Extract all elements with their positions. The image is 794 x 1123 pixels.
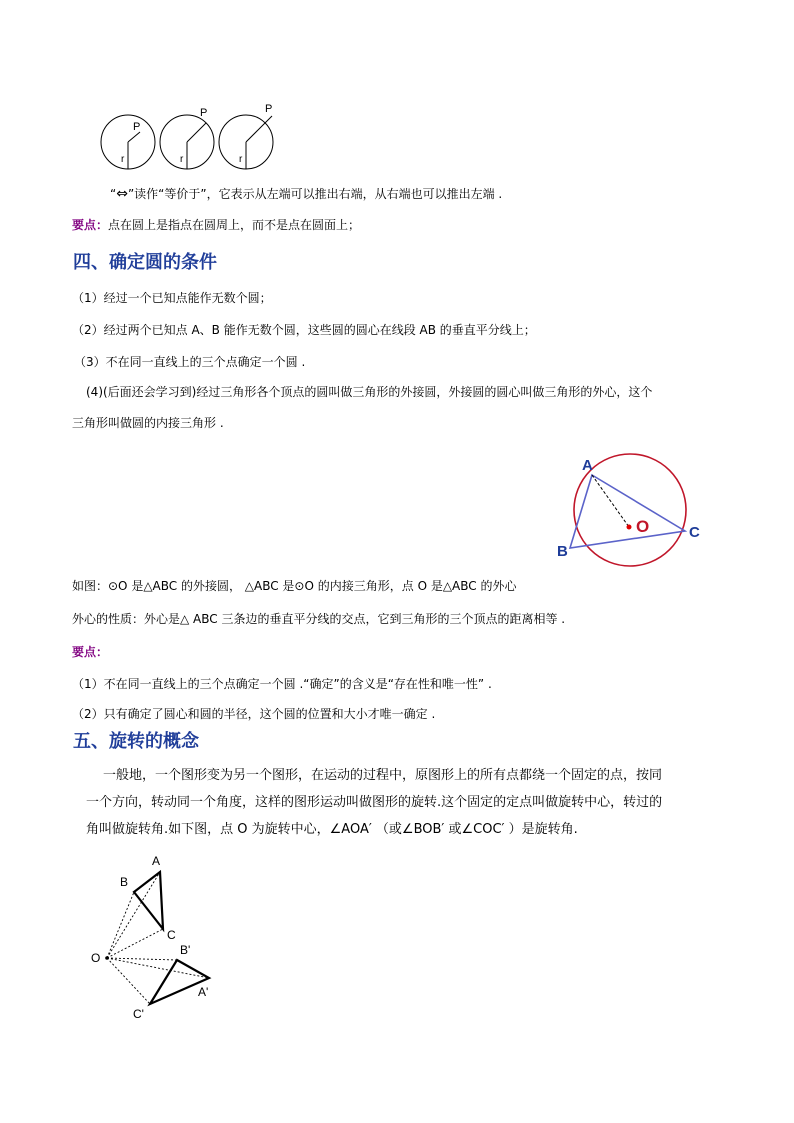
triangle-abc	[570, 475, 685, 548]
rot-label-b: B	[120, 875, 129, 889]
circle3-label-r: r	[239, 154, 243, 165]
section-5-line-3: 角叫做旋转角.如下图，点 O 为旋转中心，∠AOA′ （或∠BOB′ 或∠COC′ ）是旋转角.	[86, 822, 578, 837]
equiv-quote-open: “	[110, 187, 117, 201]
circle-inside	[101, 115, 155, 169]
keypoint-2-item-2: （2）只有确定了圆心和圆的半径，这个圆的位置和大小才唯一确定 .	[72, 707, 436, 721]
rot-label-c-prime: C'	[133, 1007, 144, 1021]
keypoint-1	[72, 217, 360, 233]
equiv-symbol: ⇔	[116, 186, 128, 202]
rot-label-a: A	[152, 854, 161, 868]
keypoint-2-label: 要点：	[72, 645, 109, 659]
section-4-item-5: 三角形叫做圆的内接三角形 .	[72, 416, 224, 430]
rotation-figure	[85, 850, 225, 1025]
section-4-item-3: （3）不在同一直线上的三个点确定一个圆 .	[74, 355, 306, 369]
three-circles-figure	[95, 100, 285, 172]
section-5-line-2: 一个方向，转动同一个角度，这样的图形运动叫做图形的旋转.这个固定的定点叫做旋转中心，转过的	[86, 795, 663, 810]
circle1-label-r: r	[121, 154, 125, 165]
figure-caption: 如图：⊙O 是△ABC 的外接圆， △ABC 是⊙O 的内接三角形，点 O 是△ABC 的外心	[72, 579, 517, 593]
label-a: A	[582, 457, 593, 474]
section-5-title: 五、旋转的概念	[73, 731, 199, 752]
radius-oa	[592, 475, 629, 527]
circumcenter-property: 外心的性质：外心是△ ABC 三条边的垂直平分线的交点，它到三角形的三个顶点的距离相等 .	[72, 612, 566, 626]
equiv-text: ”读作“等价于”，它表示从左端可以推出右端，从右端也可以推出左端 .	[127, 187, 503, 201]
circle2-label-r: r	[180, 154, 184, 165]
rot-label-c: C	[167, 928, 176, 942]
label-c: C	[689, 524, 700, 541]
equiv-note	[110, 186, 502, 202]
rotation-center-o	[105, 956, 109, 960]
rot-label-o: O	[91, 951, 101, 965]
circle3-label-p: P	[265, 103, 273, 115]
circle2-label-p: P	[200, 107, 208, 119]
rot-label-b-prime: B'	[180, 943, 191, 957]
section-5-line-1: 一般地，一个图形变为另一个图形，在运动的过程中，原图形上的所有点都绕一个固定的点，按同	[103, 768, 663, 783]
section-4-item-1: （1）经过一个已知点能作无数个圆；	[72, 291, 272, 305]
label-b: B	[557, 543, 568, 560]
triangle-original	[134, 872, 163, 929]
circle-outside	[219, 103, 273, 169]
keypoint-text: 点在圆上是指点在圆周上，而不是点在圆面上；	[108, 218, 361, 232]
circle-on	[160, 107, 214, 169]
keypoint-2-item-1: （1）不在同一直线上的三个点确定一个圆 .“确定”的含义是“存在性和唯一性” .	[72, 677, 492, 691]
section-4-title: 四、确定圆的条件	[73, 252, 217, 273]
rot-label-a-prime: A'	[198, 985, 209, 999]
label-o: O	[636, 517, 650, 536]
keypoint-label: 要点：	[72, 218, 109, 232]
circle1-label-p: P	[133, 121, 141, 133]
center-point-o	[627, 525, 632, 530]
section-4-item-2: （2）经过两个已知点 A、B 能作无数个圆，这些圆的圆心在线段 AB 的垂直平分线上；	[72, 323, 536, 337]
section-4-item-4: (4)(后面还会学习到)经过三角形各个顶点的圆叫做三角形的外接圆，外接圆的圆心叫做三角形的外心，这个	[86, 385, 653, 399]
circumcircle-figure	[552, 452, 712, 568]
